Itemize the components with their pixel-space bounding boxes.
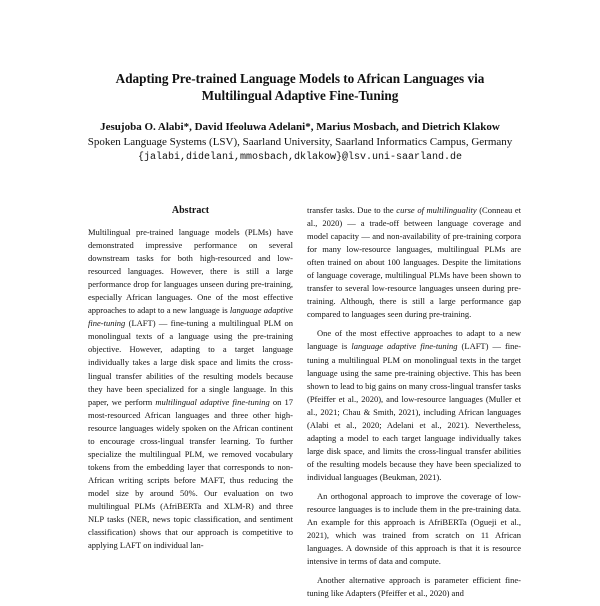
abstract-paragraph [88,226,293,552]
intro-p2-text-a: One of the most effective approaches to adapt to a new language is [307,328,521,352]
abstract-heading: Abstract [171,205,210,216]
paper-title [40,70,560,104]
intro-paragraph-1 [307,204,521,321]
title-line-2: Multilingual Adaptive Fine-Tuning [201,88,399,103]
title-line-1: Adapting Pre-trained Language Models to African Languages via [115,71,485,86]
abstract-emphasis-1: language adaptive fine-tuning [88,305,293,329]
intro-paragraph-3: An orthogonal approach to improve the coverage of low-resource languages is to include them in the pre-training data. An example for this approach is AfriBERTa (Ogueji et al., 2021), which was trained from scratch on 11 African languages. A downside of this approach is that it is resource intensive in terms of data and compute. [307,490,521,567]
intro-p2-emphasis: language adaptive fine-tuning [351,341,458,352]
intro-p1-text-b: (Conneau et al., 2020) — a trade-off between language coverage and model capacity — and non-availability of pre-training corpora for many low-resource languages, multilingual PLMs are often trained on about 100 languages. Despite the limitations of language coverage, multilingual PLMs have been shown to transfer to several low-resource languages unseen during pre-training. Although, there is still a large performance gap compared to languages seen during pre-training. [307,205,521,320]
left-column [88,204,293,558]
author-names: Jesujoba O. Alabi*, David Ifeoluwa Adelani*, Marius Mosbach, and Dietrich Klakow [100,121,500,133]
author-emails: {jalabi,didelani,mmosbach,dklakow}@lsv.uni-saarland.de [137,152,463,163]
abstract-emphasis-2: multilingual adaptive fine-tuning [155,396,270,407]
abstract-text-1: Multilingual pre-trained language models (PLMs) have demonstrated impressive performance on several downstream tasks for both high-resourced and low-resourced languages. However, there is still a large performance drop for languages unseen during pre-training, especially African languages. One of the most effective approaches to adapt to a new language is [88,227,293,316]
intro-p1-text-a: transfer tasks. Due to the [307,205,397,215]
intro-paragraph-4: Another alternative approach is parameter efficient fine-tuning like Adapters (Pfeiffer et al., 2020) and [307,575,521,599]
intro-p2-text-b: (LAFT) — fine-tuning a multilingual PLM on monolingual texts in the target language using the same pre-training objective. This has been shown to lead to big gains on many cross-lingual transfer tasks (Pfeiffer et al., 2020), and low-resource languages (Muller et al., 2021; Chau & Smith, 2021), including African languages (Alabi et al., 2020; Adelani et al., 2021). Nevertheless, adapting a model to each target language individually takes large disk space, and limits the cross-lingual transfer abilities of the resulting models because they have been specialized to individual languages (Beukman, 2021). [307,341,521,482]
abstract-text-3: on 17 most-resourced African languages and three other high-resource languages widely spoken on the African continent to encourage cross-lingual transfer learning. To further specialize the multilingual PLM, we removed vocabulary tokens from the embedding layer that corresponds to non-African writing scripts before MAFT, thus reducing the model size by around 50%. Our evaluation on two multilingual PLMs (AfriBERTa and XLM-R) and three NLP tasks (NER, news topic classification, and sentiment classification) shows that our approach is competitive to applying LAFT on individual lan- [88,396,293,551]
abstract-text-2: (LAFT) — fine-tuning a multilingual PLM on monolingual texts of a language using the pre-training objective. However, adapting to a target language individually takes a large disk space and limits the cross-lingual transfer abilities of the resulting models because they have been specialized for a single language. In this paper, we perform [88,318,293,407]
right-column [307,204,521,606]
author-block [30,120,570,165]
affiliation: Spoken Language Systems (LSV), Saarland University, Saarland Informatics Campus, Germany [87,136,513,148]
intro-paragraph-2 [307,327,521,484]
intro-p1-emphasis: curse of multilinguality [396,205,477,215]
